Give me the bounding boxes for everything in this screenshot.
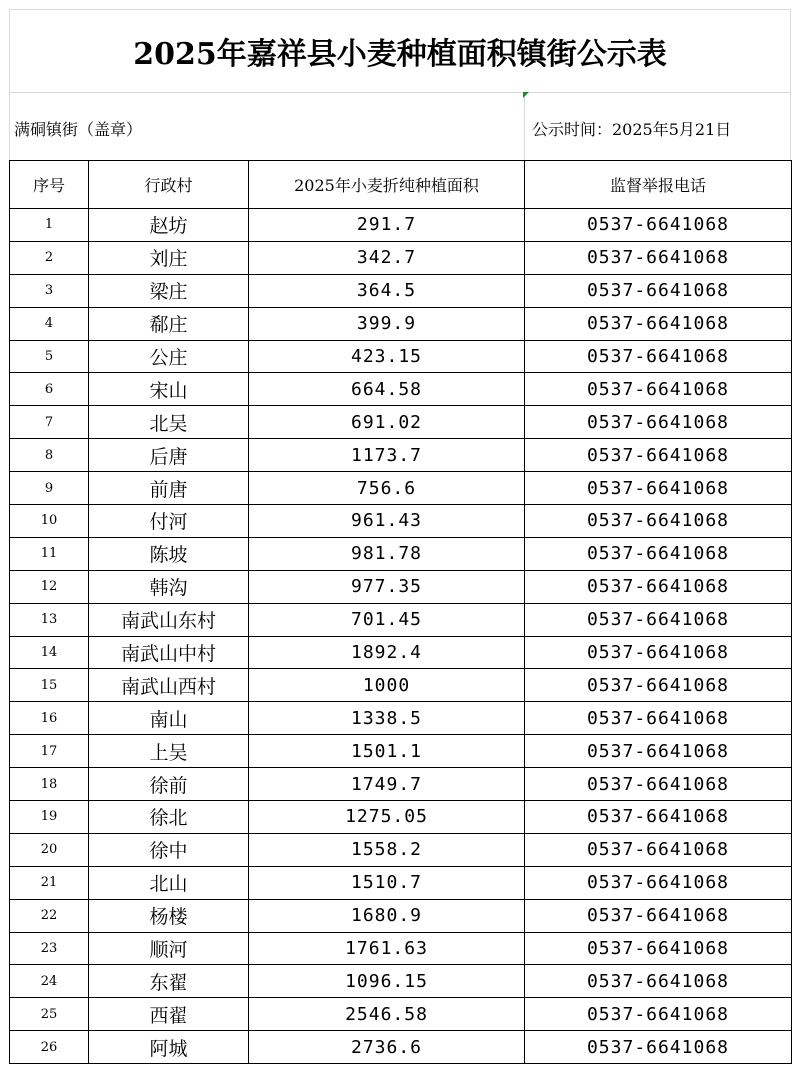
row-number-cell[interactable]: 14 (10, 636, 89, 669)
table-row (10, 472, 792, 505)
area-value-cell[interactable]: 981.78 (249, 537, 525, 570)
area-value-cell[interactable]: 977.35 (249, 570, 525, 603)
phone-number-cell[interactable]: 0537-6641068 (525, 439, 792, 472)
table-row (10, 932, 792, 965)
area-value-cell[interactable]: 1680.9 (249, 899, 525, 932)
phone-number-cell[interactable]: 0537-6641068 (525, 801, 792, 834)
phone-number-cell[interactable]: 0537-6641068 (525, 833, 792, 866)
table-row (10, 439, 792, 472)
phone-number-cell[interactable]: 0537-6641068 (525, 735, 792, 768)
announce-time: 公示时间：2025年5月21日 (532, 120, 732, 139)
village-name-cell[interactable]: 南武山东村 (89, 603, 249, 636)
table-row (10, 307, 792, 340)
row-number-cell[interactable]: 11 (10, 537, 89, 570)
phone-number-cell[interactable]: 0537-6641068 (525, 866, 792, 899)
row-number-cell[interactable]: 19 (10, 801, 89, 834)
table-row (10, 505, 792, 538)
row-number-cell[interactable]: 6 (10, 373, 89, 406)
village-name-cell[interactable]: 郗庄 (89, 307, 249, 340)
village-name-cell[interactable]: 西翟 (89, 998, 249, 1031)
table-header-row (10, 161, 792, 209)
phone-number-cell[interactable]: 0537-6641068 (525, 768, 792, 801)
area-value-cell[interactable]: 1501.1 (249, 735, 525, 768)
phone-number-cell[interactable]: 0537-6641068 (525, 570, 792, 603)
table-row (10, 241, 792, 274)
village-name-cell[interactable]: 徐前 (89, 768, 249, 801)
village-name-cell[interactable]: 梁庄 (89, 274, 249, 307)
area-value-cell[interactable]: 399.9 (249, 307, 525, 340)
area-value-cell[interactable]: 664.58 (249, 373, 525, 406)
phone-number-cell[interactable]: 0537-6641068 (525, 340, 792, 373)
meta-divider (524, 93, 525, 161)
village-name-cell[interactable]: 东翟 (89, 965, 249, 998)
header-area[interactable]: 2025年小麦折纯种植面积 (249, 161, 525, 209)
header-village[interactable]: 行政村 (89, 161, 249, 209)
village-name-cell[interactable]: 北山 (89, 866, 249, 899)
table-row (10, 965, 792, 998)
table-row (10, 998, 792, 1031)
row-number-cell[interactable]: 2 (10, 241, 89, 274)
header-phone[interactable]: 监督举报电话 (525, 161, 792, 209)
phone-number-cell[interactable]: 0537-6641068 (525, 998, 792, 1031)
area-value-cell[interactable]: 1510.7 (249, 866, 525, 899)
table-row (10, 603, 792, 636)
village-name-cell[interactable]: 阿城 (89, 1031, 249, 1064)
row-number-cell[interactable]: 1 (10, 209, 89, 242)
table-row (10, 570, 792, 603)
area-value-cell[interactable]: 2546.58 (249, 998, 525, 1031)
cell-comment-indicator (523, 92, 529, 98)
village-name-cell[interactable]: 付河 (89, 505, 249, 538)
village-name-cell[interactable]: 顺河 (89, 932, 249, 965)
village-name-cell[interactable]: 南山 (89, 702, 249, 735)
table-row (10, 735, 792, 768)
table-row (10, 768, 792, 801)
area-value-cell[interactable]: 691.02 (249, 406, 525, 439)
area-value-cell[interactable]: 701.45 (249, 603, 525, 636)
phone-number-cell[interactable]: 0537-6641068 (525, 702, 792, 735)
area-value-cell[interactable]: 1096.15 (249, 965, 525, 998)
town-seal-label: 满硐镇街（盖章） (14, 120, 143, 139)
table-row (10, 702, 792, 735)
area-table (9, 160, 792, 1064)
table-row (10, 801, 792, 834)
village-name-cell[interactable]: 赵坊 (89, 209, 249, 242)
row-number-cell[interactable]: 12 (10, 570, 89, 603)
row-number-cell[interactable]: 26 (10, 1031, 89, 1064)
phone-number-cell[interactable]: 0537-6641068 (525, 669, 792, 702)
village-name-cell[interactable]: 陈坡 (89, 537, 249, 570)
page-title: 2025年嘉祥县小麦种植面积镇街公示表 (133, 37, 667, 72)
table-row (10, 1031, 792, 1064)
table-row (10, 636, 792, 669)
title-cell[interactable] (9, 9, 791, 92)
row-number-cell[interactable]: 25 (10, 998, 89, 1031)
village-name-cell[interactable]: 南武山西村 (89, 669, 249, 702)
phone-number-cell[interactable]: 0537-6641068 (525, 537, 792, 570)
row-number-cell[interactable]: 23 (10, 932, 89, 965)
area-value-cell[interactable]: 1173.7 (249, 439, 525, 472)
area-value-cell[interactable]: 1749.7 (249, 768, 525, 801)
phone-number-cell[interactable]: 0537-6641068 (525, 472, 792, 505)
row-number-cell[interactable]: 10 (10, 505, 89, 538)
table-row (10, 373, 792, 406)
phone-number-cell[interactable]: 0537-6641068 (525, 241, 792, 274)
area-value-cell[interactable]: 364.5 (249, 274, 525, 307)
table-row (10, 537, 792, 570)
row-number-cell[interactable]: 4 (10, 307, 89, 340)
row-number-cell[interactable]: 18 (10, 768, 89, 801)
village-name-cell[interactable]: 南武山中村 (89, 636, 249, 669)
phone-number-cell[interactable]: 0537-6641068 (525, 209, 792, 242)
table-row (10, 833, 792, 866)
village-name-cell[interactable]: 前唐 (89, 472, 249, 505)
row-number-cell[interactable]: 17 (10, 735, 89, 768)
area-value-cell[interactable]: 1892.4 (249, 636, 525, 669)
area-value-cell[interactable]: 756.6 (249, 472, 525, 505)
table-row (10, 406, 792, 439)
row-number-cell[interactable]: 15 (10, 669, 89, 702)
phone-number-cell[interactable]: 0537-6641068 (525, 965, 792, 998)
row-number-cell[interactable]: 16 (10, 702, 89, 735)
table-row (10, 866, 792, 899)
phone-number-cell[interactable]: 0537-6641068 (525, 406, 792, 439)
row-number-cell[interactable]: 8 (10, 439, 89, 472)
phone-number-cell[interactable]: 0537-6641068 (525, 1031, 792, 1064)
row-number-cell[interactable]: 24 (10, 965, 89, 998)
area-value-cell[interactable]: 961.43 (249, 505, 525, 538)
area-value-cell[interactable]: 1761.63 (249, 932, 525, 965)
meta-row (9, 92, 791, 160)
table-row (10, 669, 792, 702)
table-body (10, 209, 792, 1064)
village-name-cell[interactable]: 宋山 (89, 373, 249, 406)
table-row (10, 340, 792, 373)
row-number-cell[interactable]: 21 (10, 866, 89, 899)
village-name-cell[interactable]: 刘庄 (89, 241, 249, 274)
area-value-cell[interactable]: 291.7 (249, 209, 525, 242)
village-name-cell[interactable]: 韩沟 (89, 570, 249, 603)
village-name-cell[interactable]: 杨楼 (89, 899, 249, 932)
village-name-cell[interactable]: 北吴 (89, 406, 249, 439)
area-value-cell[interactable]: 1000 (249, 669, 525, 702)
area-value-cell[interactable]: 1558.2 (249, 833, 525, 866)
village-name-cell[interactable]: 徐中 (89, 833, 249, 866)
village-name-cell[interactable]: 公庄 (89, 340, 249, 373)
village-name-cell[interactable]: 徐北 (89, 801, 249, 834)
area-value-cell[interactable]: 342.7 (249, 241, 525, 274)
row-number-cell[interactable]: 20 (10, 833, 89, 866)
phone-number-cell[interactable]: 0537-6641068 (525, 505, 792, 538)
village-name-cell[interactable]: 上吴 (89, 735, 249, 768)
area-value-cell[interactable]: 1338.5 (249, 702, 525, 735)
row-number-cell[interactable]: 9 (10, 472, 89, 505)
row-number-cell[interactable]: 7 (10, 406, 89, 439)
area-value-cell[interactable]: 1275.05 (249, 801, 525, 834)
row-number-cell[interactable]: 3 (10, 274, 89, 307)
row-number-cell[interactable]: 13 (10, 603, 89, 636)
phone-number-cell[interactable]: 0537-6641068 (525, 932, 792, 965)
phone-number-cell[interactable]: 0537-6641068 (525, 307, 792, 340)
area-value-cell[interactable]: 423.15 (249, 340, 525, 373)
row-number-cell[interactable]: 22 (10, 899, 89, 932)
phone-number-cell[interactable]: 0537-6641068 (525, 636, 792, 669)
table-row (10, 209, 792, 242)
header-no[interactable]: 序号 (10, 161, 89, 209)
phone-number-cell[interactable]: 0537-6641068 (525, 899, 792, 932)
row-number-cell[interactable]: 5 (10, 340, 89, 373)
phone-number-cell[interactable]: 0537-6641068 (525, 274, 792, 307)
village-name-cell[interactable]: 后唐 (89, 439, 249, 472)
table-row (10, 274, 792, 307)
area-value-cell[interactable]: 2736.6 (249, 1031, 525, 1064)
phone-number-cell[interactable]: 0537-6641068 (525, 373, 792, 406)
table-row (10, 899, 792, 932)
phone-number-cell[interactable]: 0537-6641068 (525, 603, 792, 636)
